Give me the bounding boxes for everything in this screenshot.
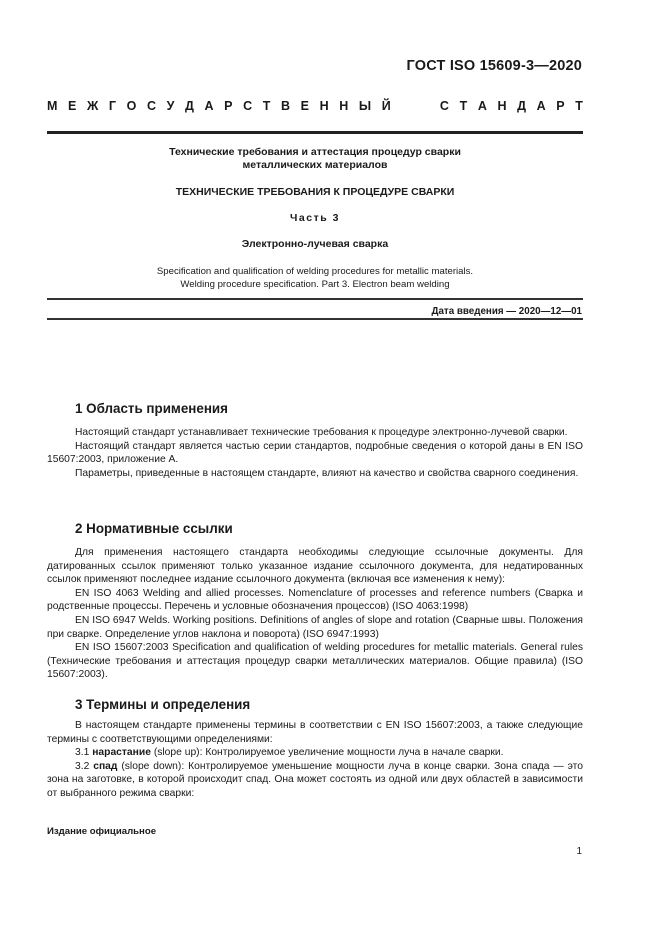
heading-letter: Д xyxy=(517,99,526,113)
paragraph: Для применения настоящего стандарта необходимы следующие ссылочные документы. Для датированных ссылок применяют только указанное издание ссылочного документа, для недатированных ссылок применяют последнее издание ссылочного документа (включая все изменения к нему): xyxy=(47,547,583,586)
title-main: ТЕХНИЧЕСКИЕ ТРЕБОВАНИЯ К ПРОЦЕДУРЕ СВАРКИ xyxy=(175,186,455,198)
title-english xyxy=(47,265,583,291)
heading-letter: С xyxy=(146,99,156,113)
term-name: спад xyxy=(93,760,118,772)
standard-type-heading xyxy=(47,99,583,113)
heading-letter: Й xyxy=(381,99,391,113)
reference-item: EN ISO 6947 Welds. Working positions. Definitions of angles of slope and rotation (Сварные швы. Положения при сварке. Определение углов наклона и поворота) (ISO 6947:1993) xyxy=(47,614,583,640)
term-number: 3.1 xyxy=(75,747,90,759)
title-english-line1: Specification and qualification of welding procedures for metallic materials. xyxy=(156,266,474,277)
section-1-heading: 1 Область применения xyxy=(75,401,228,416)
section-3-body xyxy=(47,719,583,801)
header-rule xyxy=(47,131,583,134)
paragraph: Параметры, приведенные в настоящем стандарте, влияют на качество и свойства сварного соединения. xyxy=(75,467,579,479)
heading-letter: Н xyxy=(497,99,507,113)
heading-letter: М xyxy=(47,99,58,113)
heading-letter: Е xyxy=(300,99,309,113)
part-label: Часть 3 xyxy=(290,212,340,224)
heading-letter: Н xyxy=(339,99,349,113)
page-number: 1 xyxy=(576,846,582,857)
heading-letter: А xyxy=(204,99,214,113)
heading-letter: Р xyxy=(556,99,565,113)
heading-letter: Т xyxy=(459,99,468,113)
heading-letter: Ы xyxy=(358,99,372,113)
heading-letter: С xyxy=(439,99,449,113)
section-2-body xyxy=(47,546,583,682)
reference-item: EN ISO 15607:2003 Specification and qualification of welding procedures for metallic materials. General rules (Технические требования и аттестация процедур сварки металлических материалов. Общие правила) (ISO 15607:2003). xyxy=(47,642,583,681)
term-definition xyxy=(47,746,583,760)
title-rule xyxy=(47,298,583,300)
term-text: (slope up): Контролируемое увеличение мощности луча в начале сварки. xyxy=(150,747,504,759)
paragraph: Настоящий стандарт является частью серии стандартов, подробные сведения о которой даны в EN ISO 15607:2003, приложение А. xyxy=(47,440,583,466)
date-rule xyxy=(47,318,583,320)
heading-letter: Н xyxy=(319,99,329,113)
word-gap xyxy=(401,99,429,113)
heading-letter: С xyxy=(243,99,253,113)
section-2-heading: 2 Нормативные ссылки xyxy=(75,521,233,536)
heading-letter: У xyxy=(166,99,175,113)
term-text: (slope down): Контролируемое уменьшение мощности луча в конце сварки. Зона спада — это зона на заготовке, в которой происходит спад. Она может состоять из одной или двух областей в зависимости от выбранного режима сварки: xyxy=(47,760,583,799)
term-name: нарастание xyxy=(92,747,151,759)
term-definition xyxy=(47,760,583,801)
introduction-date: Дата введения — 2020—12—01 xyxy=(431,306,582,317)
document-code: ГОСТ ISO 15609-3—2020 xyxy=(406,58,582,74)
subtitle: Электронно-лучевая сварка xyxy=(241,238,389,250)
heading-letter: В xyxy=(280,99,291,113)
paragraph: Настоящий стандарт устанавливает технические требования к процедуре электронно-лучевой сварки. xyxy=(75,427,568,438)
title-russian-line2: металлических материалов xyxy=(242,159,388,171)
heading-letter: А xyxy=(536,99,546,113)
term-number: 3.2 xyxy=(75,760,90,772)
paragraph: В настоящем стандарте применены термины в соответствии с EN ISO 15607:2003, а также следующие термины с соответствующими определениями: xyxy=(47,720,583,745)
title-english-line2: Welding procedure specification. Part 3. Electron beam welding xyxy=(180,279,450,290)
heading-letter: О xyxy=(126,99,137,113)
heading-letter: Д xyxy=(184,99,194,113)
edition-label: Издание официальное xyxy=(47,826,157,837)
heading-letter: Т xyxy=(262,99,271,113)
heading-letter: Ж xyxy=(86,99,99,113)
heading-letter: Р xyxy=(224,99,233,113)
section-3-heading: 3 Термины и определения xyxy=(75,697,251,712)
title-russian xyxy=(47,146,583,172)
section-1-body xyxy=(47,426,583,480)
heading-letter: А xyxy=(477,99,487,113)
heading-letter: Т xyxy=(575,99,583,113)
heading-letter: Г xyxy=(108,99,116,113)
title-russian-line1: Технические требования и аттестация процедур сварки xyxy=(169,146,461,158)
reference-item: EN ISO 4063 Welding and allied processes. Nomenclature of processes and reference numbers (Сварка и родственные процессы. Перечень и условные обозначения процессов) (ISO 4063:1998) xyxy=(47,587,583,613)
heading-letter: Е xyxy=(68,99,77,113)
